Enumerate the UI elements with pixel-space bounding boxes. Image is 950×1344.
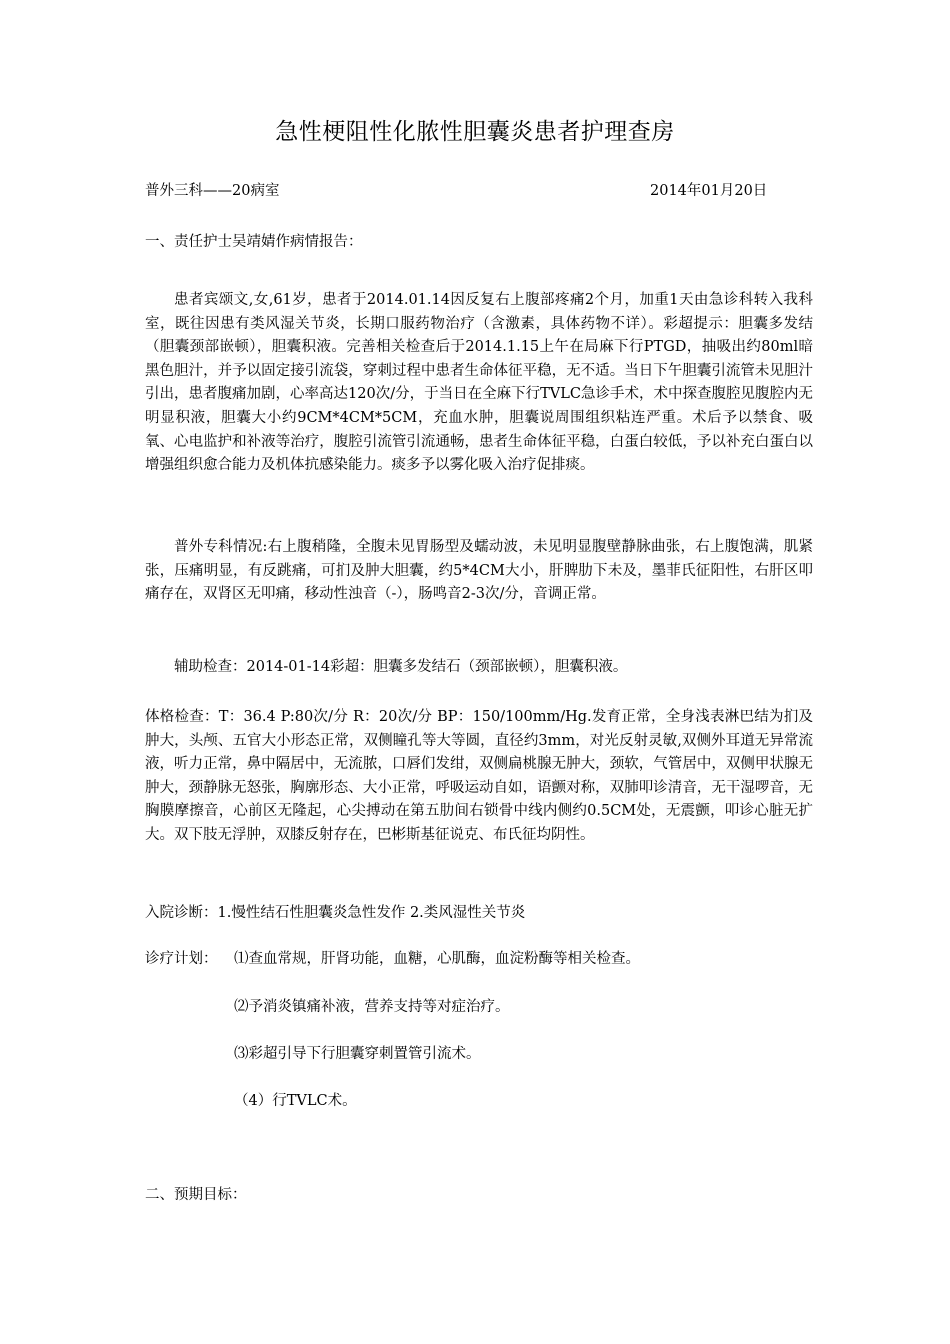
department-label: 普外三科——20病室 xyxy=(145,183,280,199)
admission-diagnosis: 入院诊断：1.慢性结石性胆囊炎急性发作 2.类风湿性关节炎 xyxy=(145,905,526,921)
document-title: 急性梗阻性化脓性胆囊炎患者护理查房 xyxy=(275,119,675,145)
section-heading-case-report: 一、责任护士吴靖婧作病情报告： xyxy=(145,234,363,250)
paragraph-auxiliary-exam: 辅助检查：2014-01-14彩超：胆囊多发结石（颈部嵌顿），胆囊积液。 xyxy=(174,659,628,675)
treatment-plan-item: ⑶彩超引导下行胆囊穿刺置管引流术。 xyxy=(234,1046,481,1062)
treatment-plan-item: ⑴查血常规，肝肾功能，血糖，心肌酶，血淀粉酶等相关检查。 xyxy=(234,951,640,967)
report-date: 2014年01月20日 xyxy=(650,183,768,199)
treatment-plan-item: （4）行TVLC术。 xyxy=(234,1093,357,1109)
section-heading-expected-goals: 二、预期目标： xyxy=(145,1187,247,1203)
treatment-plan-item: ⑵予消炎镇痛补液，营养支持等对症治疗。 xyxy=(234,999,510,1015)
paragraph-specialty-exam: 普外专科情况:右上腹稍隆，全腹未见胃肠型及蠕动波，未见明显腹壁静脉曲张，右上腹饱满，肌紧张，压痛明显，有反跳痛，可扪及肿大胆囊，约5*4CM大小，肝脾肋下未及，墨菲氏征阳性，右肝区叩痛存在，双肾区无叩痛，移动性浊音（-），肠鸣音2-3次/分，音调正常。 xyxy=(145,539,813,603)
paragraph-medical-history: 患者宾颂文,女,61岁，患者于2014.01.14因反复右上腹部疼痛2个月，加重1天由急诊科转入我科室，既往因患有类风湿关节炎，长期口服药物治疗（含激素，具体药物不详）。彩超提示：胆囊多发结（胆囊颈部嵌顿），胆囊积液。完善相关检查后于2014.1.15上午在局麻下行PTGD，抽吸出约80ml暗黑色胆汁，并予以固定接引流袋，穿刺过程中患者生命体征平稳，无不适。当日下午胆囊引流管未见胆汁引出，患者腹痛加剧，心率高达120次/分，于当日在全麻下行TVLC急诊手术，术中探查腹腔见腹腔内无明显积液，胆囊大小约9CM*4CM*5CM，充血水肿，胆囊说周围组织粘连严重。术后予以禁食、吸氧、心电监护和补液等治疗，腹腔引流管引流通畅，患者生命体征平稳，白蛋白较低，予以补充白蛋白以增强组织愈合能力及机体抗感染能力。痰多予以雾化吸入治疗促排痰。 xyxy=(145,292,813,474)
paragraph-physical-exam: 体格检查：T：36.4 P:80次/分 R：20次/分 BP：150/100mm/Hg.发育正常，全身浅表淋巴结为扪及肿大，头颅、五官大小形态正常，双侧瞳孔等大等圆，直径约3mm，对光反射灵敏,双侧外耳道无异常流液，听力正常，鼻中隔居中，无流脓，口唇们发绀，双侧扁桃腺无肿大，颈软，气管居中，双侧甲状腺无肿大，颈静脉无怒张，胸廓形态、大小正常，呼吸运动自如，语颤对称，双肺叩诊清音，无干湿啰音，无胸膜摩擦音，心前区无隆起，心尖搏动在第五肋间右锁骨中线内侧约0.5CM处，无震颤，叩诊心脏无扩大。双下肢无浮肿，双膝反射存在，巴彬斯基征说克、布氏征均阴性。 xyxy=(145,709,813,843)
treatment-plan-label: 诊疗计划： xyxy=(145,951,218,967)
